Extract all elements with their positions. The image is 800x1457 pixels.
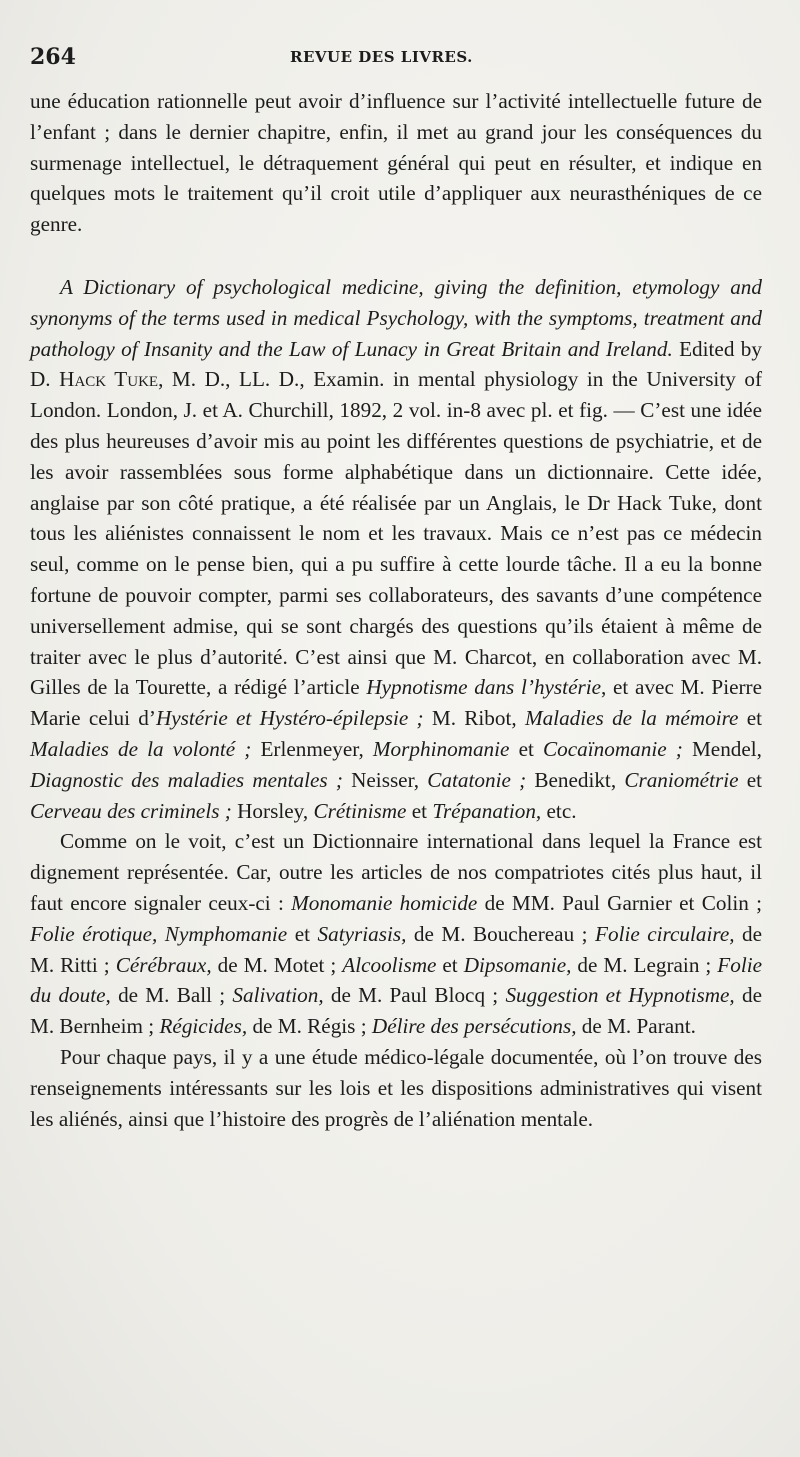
article-title: Satyriasis, <box>317 921 407 946</box>
article-title: Dipsomanie, <box>463 952 572 977</box>
page-number: 264 <box>30 44 76 70</box>
publication-and-review: , M. D., LL. D., Examin. in mental physiology in the University of London. London, J. et A. Churchill, 1892, 2 vol. in-8 avec pl. et fig. — C’est une idée des plus heureuses d’avoir mis au point les différentes questions de psychiatrie, et de les avoir rassemblées sous forme alphabétique dans un dictionnaire. Cette idée, anglaise par son côté pratique, a été réalisée par un Anglais, le Dr Hack Tuke, dont tous les aliénistes connaissent le nom et les travaux. Mais ce n’est pas ce médecin seul, comme on le pense bien, qui a pu suffire à cette lourde tâche. Il a eu la bonne fortune de pouvoir compter, parmi ses collaborateurs, des savants d’une compétence universellement admise, qui se sont chargés des questions qu’ils étaient à même de traiter avec le plus d’autorité. C’est ainsi que M. Charcot, en collaboration avec M. Gilles de la Tourette, a rédigé l’article <box>30 367 762 700</box>
article-title: Folie du doute, <box>30 952 763 1008</box>
article-title: Salivation, <box>232 983 324 1008</box>
article-title: Maladies de la mémoire <box>524 706 739 731</box>
article-title: Hypnotisme dans l’hystérie <box>366 675 602 700</box>
article-title: Trépanation, <box>432 798 542 823</box>
article-title: Catatonie ; <box>427 767 527 792</box>
article-title: Suggestion et Hypnotisme, <box>505 983 735 1008</box>
paragraph-legal-study: Pour chaque pays, il y a une étude médico-légale documentée, où l’on trouve des renseignements intéressants sur les lois et les dispositions administratives qui visent les aliénés, ainsi que l’histoire des progrès de l’aliénation mentale. <box>30 1044 762 1131</box>
article-title: Hystérie et Hystéro-épilepsie ; <box>155 706 424 731</box>
article-title: Alcoolisme <box>342 952 437 977</box>
book-title: A Dictionary of psychological medicine, giving the definition, etymology and synonyms of the terms used in medical Psychology, with the symptoms, treatment and pathology of Insanity and the Law of Lunacy in Great Britain and Ireland. <box>30 274 762 361</box>
article-title: Folie érotique, Nymphomanie <box>30 921 288 946</box>
body-text <box>30 86 762 1134</box>
paragraph-french-contributors: Comme on le voit, c’est un Dictionnaire international dans lequel la France est dignement représentée. Car, outre les articles de nos compatriotes cités plus haut, il faut encore signaler ceux-ci : Monomanie homicide de MM. Paul Garnier et Colin ; Folie érotique, Nymphomanie et Satyriasis, de M. Bouchereau ; Folie circulaire, de M. Ritti ; Cérébraux, de M. Motet ; Alcoolisme et Dipsomanie, de M. Legrain ; Folie du doute, de M. Ball ; Salivation, de M. Paul Blocq ; Suggestion et Hypnotisme, de M. Bernheim ; Régicides, de M. Régis ; Délire des persécutions, de M. Parant. <box>30 829 763 1039</box>
article-title: Monomanie homicide <box>291 890 478 915</box>
article-title: Diagnostic des maladies mentales ; <box>30 767 343 792</box>
article-title: Régicides, <box>159 1014 248 1039</box>
article-title: Morphinomanie <box>372 736 510 761</box>
page-header <box>30 44 760 74</box>
article-title: Craniométrie <box>624 767 739 792</box>
editor-name: Hack Tuke <box>59 367 159 392</box>
article-title: Délire des persécutions, <box>371 1014 577 1039</box>
running-title: REVUE DES LIVRES. <box>290 48 473 66</box>
paragraph-continuation: une éducation rationnelle peut avoir d’influence sur l’activité intellectuelle future de l’enfant ; dans le dernier chapitre, enfin, il met au grand jour les conséquences du surmenage intellectuel, le détraquement général qui peut en résulter, et indique en quelques mots le traitement qu’il croit utile d’appliquer aux neurasthéniques de ce genre. <box>30 89 762 237</box>
article-title: Cerveau des criminels ; <box>30 798 232 823</box>
article-title: Maladies de la volonté ; <box>30 736 252 761</box>
edited-by: Edited by D. <box>30 336 762 392</box>
article-title: Cocaïnomanie ; <box>543 736 683 761</box>
article-title: Folie circulaire, <box>595 921 735 946</box>
paragraph-dictionary-review: A Dictionary of psychological medicine, giving the definition, etymology and synonyms of the terms used in medical Psychology, with the symptoms, treatment and pathology of Insanity and the Law of Lunacy in Great Britain and Ireland. Edited by D. Hack Tuke, M. D., LL. D., Examin. in mental physiology in the University of London. London, J. et A. Churchill, 1892, 2 vol. in-8 avec pl. et fig. — C’est une idée des plus heureuses d’avoir mis au point les différentes questions de psychiatrie, et de les avoir rassemblées sous forme alphabétique dans un dictionnaire. Cette idée, anglaise par son côté pratique, a été réalisée par un Anglais, le Dr Hack Tuke, dont tous les aliénistes connaissent le nom et les travaux. Mais ce n’est pas ce médecin seul, comme on le pense bien, qui a pu suffire à cette lourde tâche. Il a eu la bonne fortune de pouvoir compter, parmi ses collaborateurs, des savants d’une compétence universellement admise, qui se sont chargés des questions qu’ils étaient à même de traiter avec le plus d’autorité. C’est ainsi que M. Charcot, en collaboration avec M. Gilles de la Tourette, a rédigé l’article Hypnotisme dans l’hystérie, et avec M. Pierre Marie celui d’Hystérie et Hystéro-épilepsie ; M. Ribot, Maladies de la mémoire et Maladies de la volonté ; Erlenmeyer, Morphinomanie et Cocaïnomanie ; Mendel, Diagnostic des maladies mentales ; Neisser, Catatonie ; Benedikt, Craniométrie et Cerveau des criminels ; Horsley, Crétinisme et Trépanation, etc. <box>30 274 763 823</box>
article-title: Crétinisme <box>313 798 407 823</box>
article-title: Cérébraux, <box>115 952 212 977</box>
